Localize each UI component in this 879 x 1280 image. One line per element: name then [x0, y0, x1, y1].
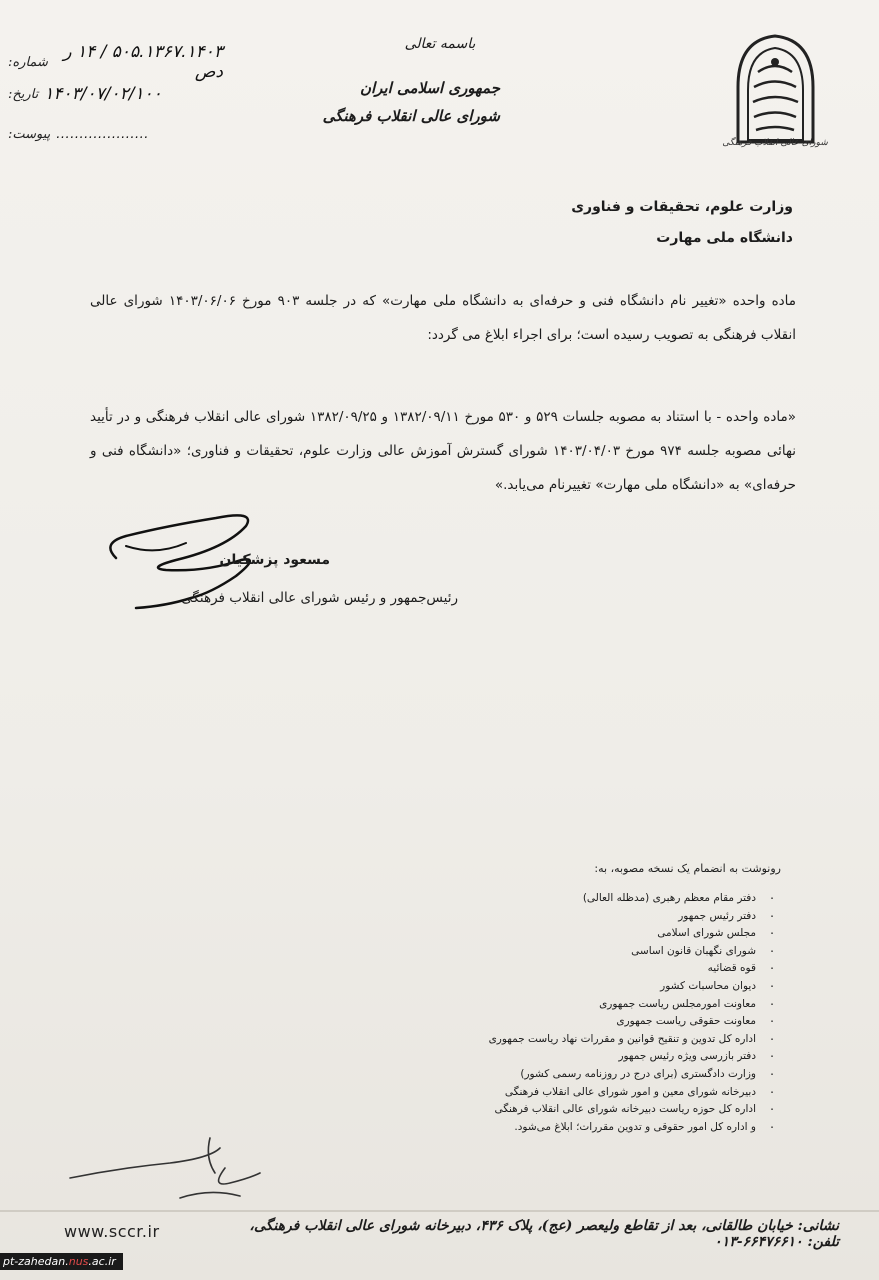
website-link[interactable]: www.sccr.ir	[64, 1222, 160, 1241]
attachment-label: پیوست:	[8, 126, 51, 142]
cc-item: . دفتر بازرسی ویژه رئیس جمهور	[354, 1048, 774, 1066]
ref-number-value: ۵۰۵.۱۳۶۷.۱۴۰۳ / ۱۴ ر دص	[63, 42, 223, 82]
cc-item: . قوه قضائیه	[354, 960, 774, 978]
signatory-title: رئیس‌جمهور و رئیس شورای عالی انقلاب فرهنگی	[181, 590, 458, 606]
ref-number-label: شماره:	[8, 54, 48, 70]
reference-block	[8, 40, 223, 156]
source-watermark	[0, 1253, 123, 1270]
cc-item: . معاونت حقوقی ریاست جمهوری	[354, 1013, 774, 1031]
cc-item: . دفتر مقام معظم رهبری (مدظله العالی)	[354, 890, 774, 908]
council-logo-icon	[728, 32, 823, 152]
recipient-line: دانشگاه ملی مهارت	[656, 230, 793, 246]
body-paragraph-2: «ماده واحده - با استناد به مصوبه جلسات ۵۲۹ و ۵۳۰ مورخ ۱۳۸۲/۰۹/۱۱ و ۱۳۸۲/۰۹/۲۵ شورای عالی انقلاب فرهنگی و در تأیید نهائی مصوبه جلسه ۹۷۴ مورخ ۱۴۰۳/۰۴/۰۳ شورای گسترش آموزش عالی وزارت علوم، تحقیقات و فناوری؛ «دانشگاه فنی و حرفه‌ای» به «دانشگاه ملی مهارت» تغییرنام می‌یابد.»	[90, 409, 796, 493]
footer-divider	[0, 1210, 879, 1212]
cc-item: . مجلس شورای اسلامی	[354, 925, 774, 943]
attachment-value: ....................	[56, 126, 149, 142]
cc-item: . و اداره کل امور حقوقی و تدوین مقررات؛ ابلاغ می‌شود.	[354, 1119, 774, 1137]
date-label: تاریخ:	[8, 86, 39, 102]
cc-item: . وزارت دادگستری (برای درج در روزنامه رسمی کشور)	[354, 1066, 774, 1084]
cc-item: . اداره کل حوزه ریاست دبیرخانه شورای عالی انقلاب فرهنگی	[354, 1101, 774, 1119]
footer-address: نشانی: خیابان طالقانی، بعد از تقاطع ولیعصر (عج)، پلاک ۴۳۶، دبیرخانه شورای عالی انقلاب فرهنگی، تلفن: ۶۶۴۷۶۶۱۰-۰۱۳	[249, 1218, 839, 1250]
cc-item: . اداره کل تدوین و تنقیح قوانین و مقررات نهاد ریاست جمهوری	[354, 1031, 774, 1049]
body-paragraph-1: ماده واحده «تغییر نام دانشگاه فنی و حرفه‌ای به دانشگاه ملی مهارت» که در جلسه ۹۰۳ مورخ ۱۴۰۳/۰۶/۰۶ شورای عالی انقلاب فرهنگی به تصویب رسیده است؛ برای اجراء ابلاغ می گردد:	[90, 293, 797, 343]
cc-item: . دیوان محاسبات کشور	[354, 978, 774, 996]
council-name: شورای عالی انقلاب فرهنگی	[322, 107, 500, 125]
cc-item: . شورای نگهبان قانون اساسی	[354, 943, 774, 961]
logo-caption: شورای عالی انقلاب فرهنگی	[722, 138, 828, 148]
watermark-prefix: pt-zahedan.	[3, 1255, 69, 1268]
cc-item: . دبیرخانه شورای معین و امور شورای عالی انقلاب فرهنگی	[354, 1084, 774, 1102]
watermark-suffix: .ac.ir	[88, 1255, 116, 1268]
watermark-accent: nus	[68, 1255, 89, 1268]
cc-item: . دفتر رئیس جمهور	[354, 908, 774, 926]
bismillah: باسمه تعالی	[404, 36, 476, 52]
cc-item: . معاونت امورمجلس ریاست جمهوری	[354, 996, 774, 1014]
cc-header: رونوشت به انضمام یک نسخه مصوبه، به:	[594, 862, 781, 875]
initials-scribble-icon	[60, 1128, 280, 1208]
recipient-line: وزارت علوم، تحقیقات و فناوری	[571, 199, 793, 215]
letterhead-center	[322, 36, 500, 130]
country-name: جمهوری اسلامی ایران	[359, 79, 500, 97]
date-value: ۱۴۰۳/۰۷/۰۲/۱۰۰	[44, 84, 162, 104]
signatory-name: مسعود پزشکیان	[219, 552, 330, 568]
cc-list	[354, 890, 774, 1136]
attachment-row	[8, 112, 223, 156]
recipients	[393, 192, 793, 254]
